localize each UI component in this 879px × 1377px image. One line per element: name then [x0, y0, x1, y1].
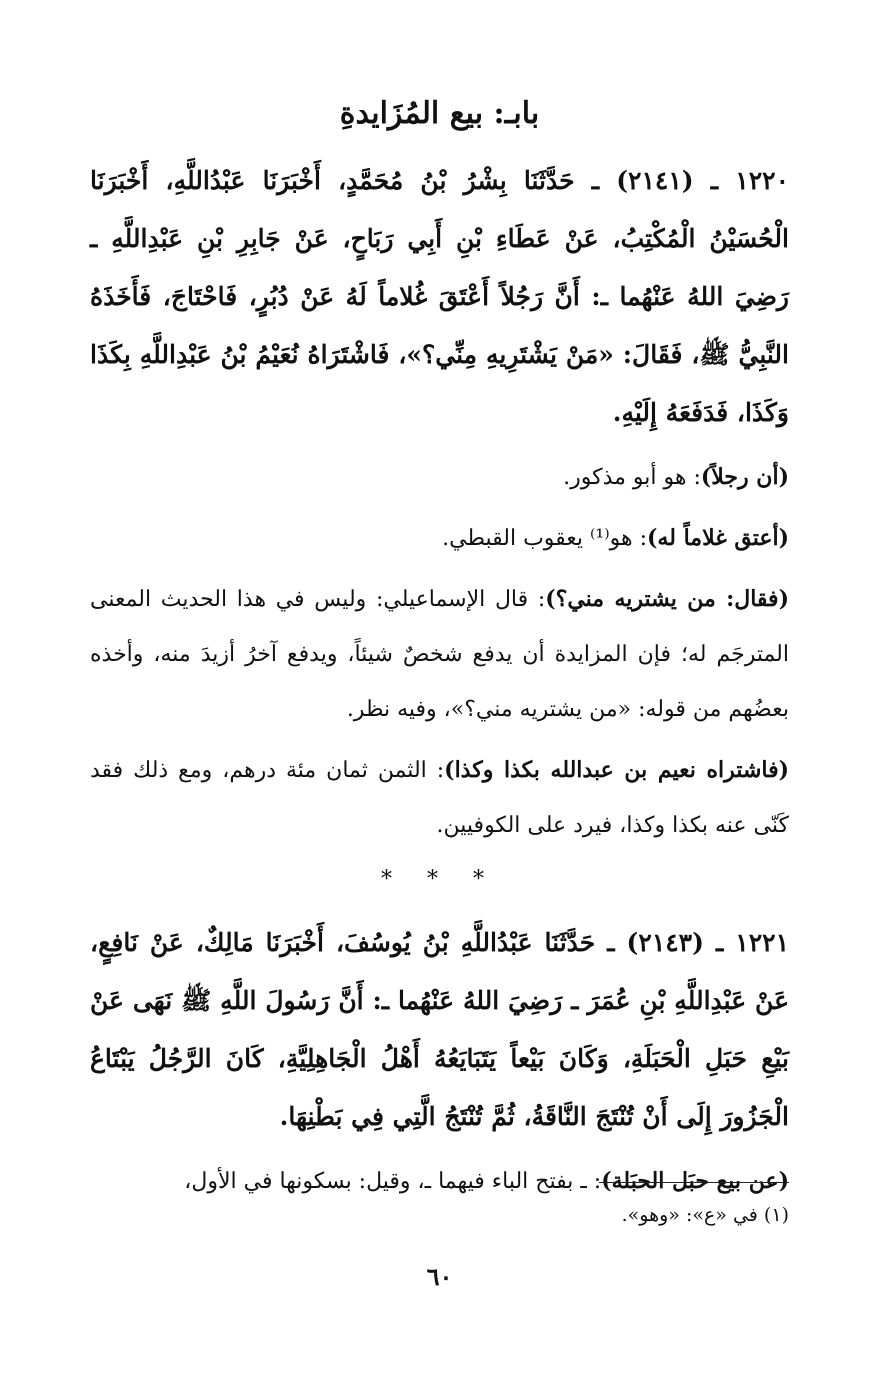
commentary-term: (فاشتراه نعيم بن عبدالله بكذا وكذا) — [444, 757, 790, 783]
commentary-term: (عن بيع حبَل الحبَلة) — [601, 1168, 789, 1194]
commentary-text: : هو أبو مذكور. — [563, 465, 701, 490]
commentary-text: : ـ بفتح الباء فيهما ـ، وقيل: بسكونها في الأول، — [184, 1169, 602, 1194]
commentary-text: : قال الإسماعيلي: وليس في هذا الحديث المعنى المترجَم له؛ فإن المزايدة أن يدفع شخصٌ شيئاً، ويدفع آخرُ أزيدَ منه، وأخذه بعضُهم من قوله: «من يشتريه مني؟»، وفيه نظر. — [90, 587, 789, 722]
commentary-item — [90, 511, 789, 566]
section-separator: * * * — [381, 867, 498, 892]
footnote-divider — [599, 1182, 789, 1183]
page-number: ٦٠ — [426, 1262, 453, 1291]
commentary-text: : الثمن ثمان مئة درهم، ومع ذلك فقد كَنّى عنه بكذا وكذا، فيرد على الكوفيين. — [90, 758, 789, 838]
commentary-text: : هو⁽¹⁾ يعقوب القبطي. — [442, 526, 648, 551]
commentary-term: (أعتق غلاماً له) — [647, 525, 789, 551]
commentary-term: (أن رجلاً) — [700, 464, 789, 490]
hadith-1220: ١٢٢٠ ـ (٢١٤١) ـ حَدَّثَنَا بِشْرُ بْنُ مُحَمَّدٍ، أَخْبَرَنَا عَبْدُاللَّهِ، أَخْبَرَنَا الْحُسَيْنُ الْمُكْتِبُ، عَنْ عَطَاءِ بْنِ أَبِي رَبَاحٍ، عَنْ جَابِرِ بْنِ عَبْدِاللَّهِ ـ رَضِيَ اللهُ عَنْهُما ـ: أَنَّ رَجُلاً أَعْتَقَ غُلاماً لَهُ عَنْ دُبُرٍ، فَاحْتَاجَ، فَأَخَذَهُ النَّبِيُّ ﷺ، فَقَالَ: «مَنْ يَشْتَرِيهِ مِنِّي؟»، فَاشْتَرَاهُ نُعَيْمُ بْنُ عَبْدِاللَّهِ بِكَذَا وَكَذَا، فَدَفَعَهُ إِلَيْهِ. — [90, 166, 790, 427]
commentary-item — [90, 743, 789, 853]
footnote: (١) في «ع»: «وهو». — [621, 1204, 789, 1226]
commentary-term: (فقال: من يشتريه مني؟) — [545, 586, 789, 612]
hadith-1221: ١٢٢١ ـ (٢١٤٣) ـ حَدَّثَنَا عَبْدُاللَّهِ بْنُ يُوسُفَ، أَخْبَرَنَا مَالِكٌ، عَنْ نَافِعٍ، عَنْ عَبْدِاللَّهِ بْنِ عُمَرَ ـ رَضِيَ اللهُ عَنْهُما ـ: أَنَّ رَسُولَ اللَّهِ ﷺ نَهَى عَنْ بَيْعِ حَبَلِ الْحَبَلَةِ، وَكَانَ بَيْعاً يَتَبَايَعُهُ أَهْلُ الْجَاهِلِيَّةِ، كَانَ الرَّجُلُ يَبْتَاعُ الْجَزُورَ إِلَى أَنْ تُنْتَجَ النَّاقَةُ، ثُمَّ تُنْتَجُ الَّتِي فِي بَطْنِهَا. — [90, 928, 789, 1131]
commentary-item — [90, 572, 789, 737]
chapter-title: بابـ: بيع المُزَايدةِ — [339, 96, 540, 131]
commentary-item — [90, 450, 789, 505]
